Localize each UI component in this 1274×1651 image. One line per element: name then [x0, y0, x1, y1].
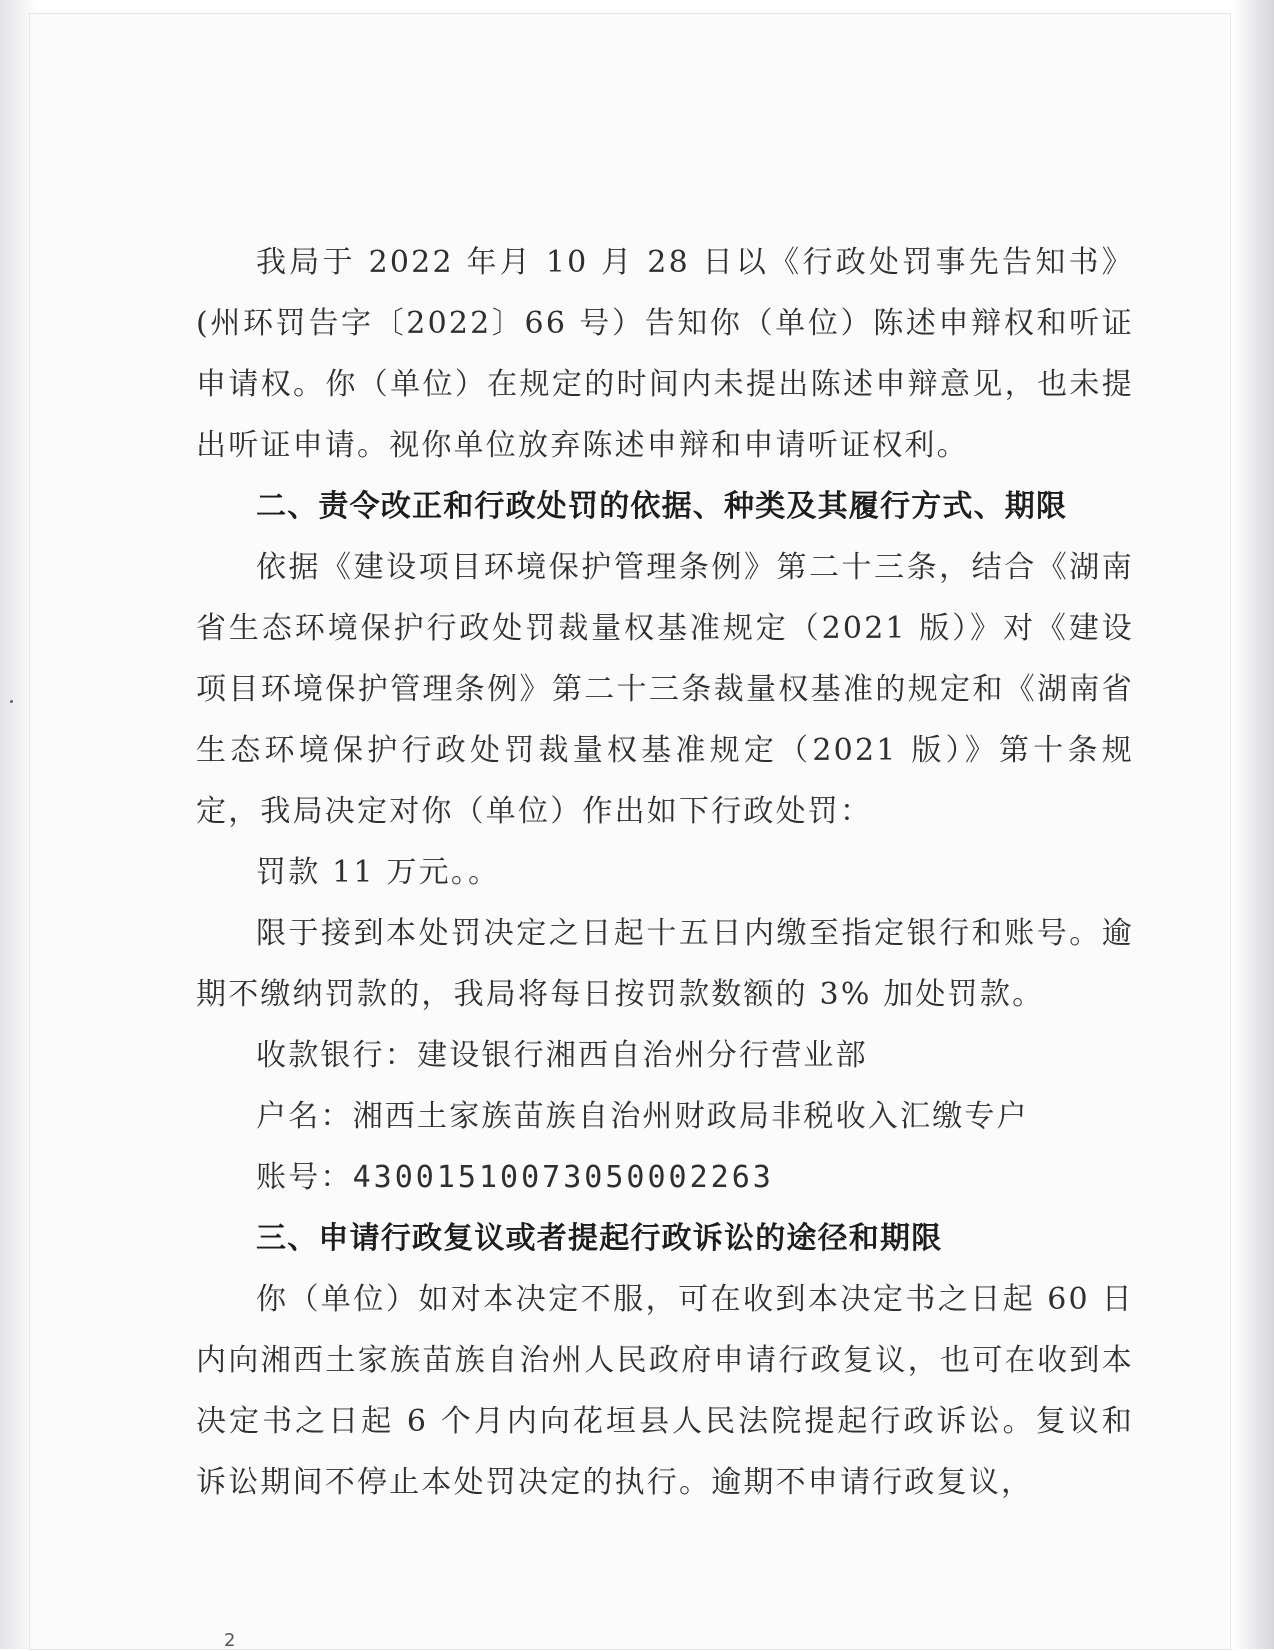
scan-edge-shadow — [1232, 0, 1274, 1649]
section-heading-penalty-basis: 二、责令改正和行政处罚的依据、种类及其履行方式、期限 — [256, 489, 1068, 524]
payee-bank: 收款银行：建设银行湘西自治州分行营业部 — [256, 1038, 868, 1073]
account-number-line — [196, 1147, 1134, 1208]
section-heading-appeal: 三、申请行政复议或者提起行政诉讼的途径和期限 — [256, 1221, 943, 1256]
account-number: 43001510073050002263 — [352, 1160, 774, 1195]
scan-speck — [10, 700, 13, 703]
account-number-label: 账号： — [256, 1160, 353, 1195]
page-number: 2 — [224, 1630, 236, 1651]
fine-amount: 罚款 11 万元。。 — [256, 855, 501, 890]
payment-deadline-paragraph: 限于接到本处罚决定之日起十五日内缴至指定银行和账号。逾期不缴纳罚款的，我局将每日按罚款数额的 3% 加处罚款。 — [196, 916, 1134, 1012]
appeal-paragraph: 你（单位）如对本决定不服，可在收到本决定书之日起 60 日内向湘西土家族苗族自治州人民政府申请行政复议，也可在收到本决定书之日起 6 个月内向花垣县人民法院提起行政诉讼。复议和诉讼期间不停止本处罚决定的执行。逾期不申请行政复议， — [196, 1282, 1134, 1500]
document-body — [196, 232, 1134, 1513]
notice-paragraph: 我局于 2022 年月 10 月 28 日以《行政处罚事先告知书》(州环罚告字〔2022〕66 号）告知你（单位）陈述申辩权和听证申请权。你（单位）在规定的时间内未提出陈述申辩意见，也未提出听证申请。视你单位放弃陈述申辩和申请听证权利。 — [196, 245, 1134, 463]
legal-basis-paragraph: 依据《建设项目环境保护管理条例》第二十三条，结合《湖南省生态环境保护行政处罚裁量权基准规定（2021 版）》对《建设项目环境保护管理条例》第二十三条裁量权基准的规定和《湖南省生态环境保护行政处罚裁量权基准规定（2021 版）》第十条规定，我局决定对你（单位）作出如下行政处罚： — [196, 550, 1134, 829]
account-name: 户名：湘西土家族苗族自治州财政局非税收入汇缴专户 — [256, 1099, 1029, 1134]
